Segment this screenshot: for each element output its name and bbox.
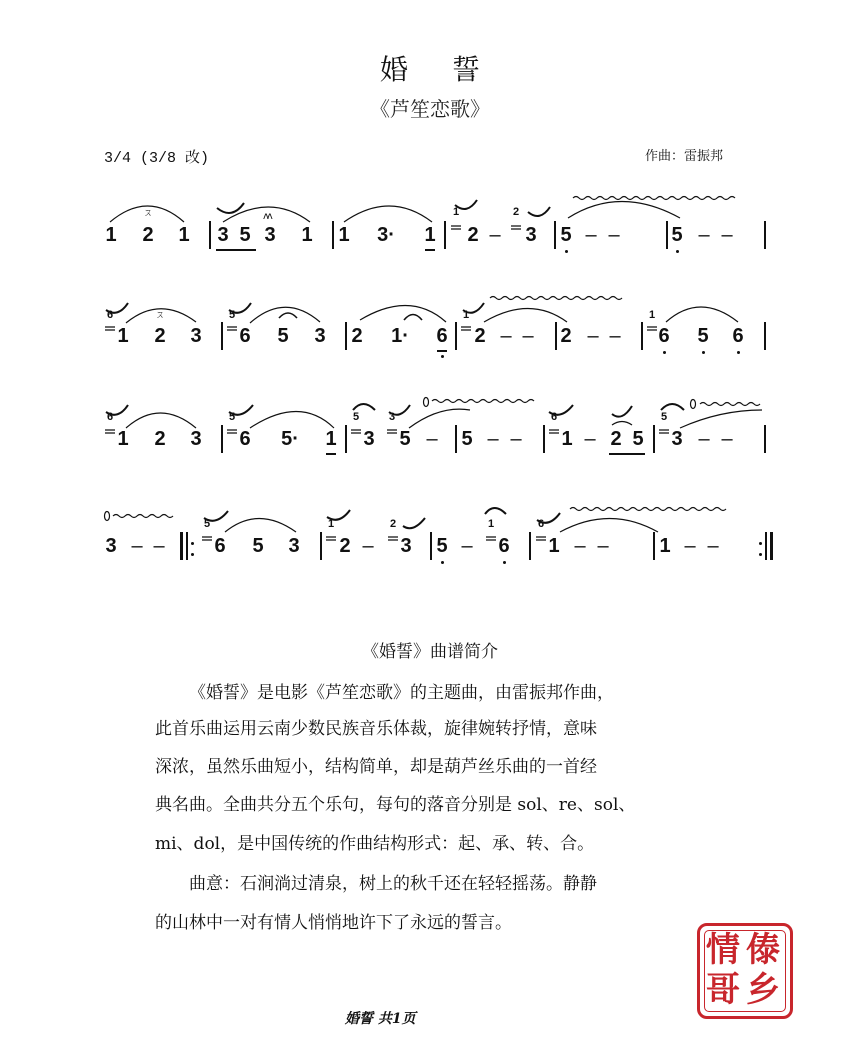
barline bbox=[430, 532, 432, 560]
repeat-dot bbox=[759, 553, 762, 556]
barline bbox=[455, 425, 457, 453]
dash: – bbox=[584, 428, 596, 450]
dash: – bbox=[721, 428, 733, 450]
note: 3· bbox=[377, 224, 395, 246]
note: 2 bbox=[474, 325, 486, 347]
dash: – bbox=[707, 535, 719, 557]
note: 1 bbox=[659, 535, 671, 557]
dash: – bbox=[721, 224, 733, 246]
barline bbox=[221, 425, 223, 453]
note: 1 bbox=[548, 535, 560, 557]
repeat-end-barline bbox=[770, 532, 773, 560]
note: 2 bbox=[154, 325, 166, 347]
barline bbox=[455, 322, 457, 350]
low-octave-dot bbox=[503, 561, 506, 564]
dash: – bbox=[461, 535, 473, 557]
ornament-mark: ㄡ bbox=[143, 208, 153, 219]
note: 2 bbox=[351, 325, 363, 347]
low-octave-dot bbox=[441, 561, 444, 564]
barline bbox=[653, 425, 655, 453]
note: 3 bbox=[190, 325, 202, 347]
note: 1 bbox=[178, 224, 190, 246]
note: 3 bbox=[105, 535, 117, 557]
dash: – bbox=[131, 535, 143, 557]
note: 6 bbox=[732, 325, 744, 347]
ornament-mark: ㄡ bbox=[155, 310, 165, 321]
eighth-underline bbox=[216, 249, 256, 251]
barline bbox=[764, 322, 766, 350]
barline bbox=[555, 322, 557, 350]
note: 3 bbox=[400, 535, 412, 557]
grace-note: 6 bbox=[106, 411, 114, 423]
score-line-4 bbox=[0, 505, 860, 585]
intro-title: 《婚誓》曲谱简介 bbox=[362, 642, 498, 662]
note: 1 bbox=[301, 224, 313, 246]
score-line-1 bbox=[0, 195, 860, 275]
note: 6 bbox=[239, 428, 251, 450]
note: 5 bbox=[697, 325, 709, 347]
mordent-mark: ʌʌ bbox=[263, 211, 271, 222]
note: 3 bbox=[264, 224, 276, 246]
intro-line-2: 此首乐曲运用云南少数民族音乐体裁，旋律婉转抒情，意味 bbox=[155, 719, 597, 739]
dash: – bbox=[698, 224, 710, 246]
seal-char: 傣 bbox=[746, 930, 780, 970]
note: 1 bbox=[338, 224, 350, 246]
dash: – bbox=[587, 325, 599, 347]
dash: – bbox=[698, 428, 710, 450]
note: 3 bbox=[217, 224, 229, 246]
note: 1 bbox=[105, 224, 117, 246]
note: 3 bbox=[525, 224, 537, 246]
dash: – bbox=[684, 535, 696, 557]
note: 5 bbox=[632, 428, 644, 450]
page-subtitle: 《芦笙恋歌》 bbox=[370, 97, 490, 121]
intro-line-7: 的山林中一对有情人悄悄地许下了永远的誓言。 bbox=[155, 913, 512, 933]
note: 1 bbox=[561, 428, 573, 450]
note: 2 bbox=[560, 325, 572, 347]
barline bbox=[529, 532, 531, 560]
seal-char: 情 bbox=[706, 930, 740, 970]
intro-line-1: 《婚誓》是电影《芦笙恋歌》的主题曲，由雷振邦作曲， bbox=[189, 683, 614, 703]
dash: – bbox=[489, 224, 501, 246]
grace-note: 1 bbox=[452, 206, 460, 218]
dash: – bbox=[362, 535, 374, 557]
intro-line-5: mi、dol，是中国传统的作曲结构形式：起、承、转、合。 bbox=[155, 834, 595, 854]
note: 5 bbox=[277, 325, 289, 347]
note: 6 bbox=[214, 535, 226, 557]
intro-line-3: 深浓，虽然乐曲短小，结构简单，却是葫芦丝乐曲的一首经 bbox=[155, 757, 597, 777]
grace-note: 3 bbox=[388, 411, 396, 423]
barline bbox=[653, 532, 655, 560]
page-footer: 婚誓 共1页 bbox=[345, 1011, 416, 1027]
dash: – bbox=[500, 325, 512, 347]
seal-char: 哥 bbox=[706, 970, 740, 1010]
note: 6 bbox=[498, 535, 510, 557]
barline bbox=[345, 322, 347, 350]
barline bbox=[345, 425, 347, 453]
note: 2 bbox=[610, 428, 622, 450]
note: 5 bbox=[399, 428, 411, 450]
repeat-end-barline bbox=[765, 532, 767, 560]
eighth-underline bbox=[437, 350, 447, 352]
barline bbox=[320, 532, 322, 560]
note: 3 bbox=[288, 535, 300, 557]
note: 2 bbox=[339, 535, 351, 557]
intro-line-6: 曲意：石涧淌过清泉，树上的秋千还在轻轻摇荡。静静 bbox=[189, 874, 597, 894]
time-signature: 3/4 (3/8 改) bbox=[104, 150, 210, 167]
barline bbox=[641, 322, 643, 350]
note: 5 bbox=[239, 224, 251, 246]
note: 2 bbox=[467, 224, 479, 246]
note: 6 bbox=[436, 325, 448, 347]
barline bbox=[221, 322, 223, 350]
grace-note: 6 bbox=[550, 411, 558, 423]
grace-note: 5 bbox=[228, 411, 236, 423]
note: 2 bbox=[142, 224, 154, 246]
note: 3 bbox=[190, 428, 202, 450]
repeat-start-barline bbox=[186, 532, 188, 560]
page-title: 婚誓 bbox=[379, 53, 524, 86]
note: 3 bbox=[363, 428, 375, 450]
dash: – bbox=[153, 535, 165, 557]
grace-note: 6 bbox=[106, 309, 114, 321]
repeat-dot bbox=[191, 542, 194, 545]
note: 3 bbox=[314, 325, 326, 347]
low-octave-dot bbox=[676, 250, 679, 253]
grace-note: 1 bbox=[648, 309, 656, 321]
repeat-dot bbox=[759, 542, 762, 545]
barline bbox=[209, 221, 211, 249]
dash: – bbox=[597, 535, 609, 557]
seal-stamp bbox=[697, 923, 793, 1019]
barline bbox=[666, 221, 668, 249]
dash: – bbox=[574, 535, 586, 557]
barline bbox=[764, 221, 766, 249]
intro-line-4: 典名曲。全曲共分五个乐句，每句的落音分别是 sol、re、sol、 bbox=[155, 795, 636, 815]
grace-note: 1 bbox=[462, 309, 470, 321]
low-octave-dot bbox=[663, 351, 666, 354]
note: 1 bbox=[424, 224, 436, 246]
low-octave-dot bbox=[702, 351, 705, 354]
composer-credit: 作曲：雷振邦 bbox=[645, 149, 724, 164]
low-octave-dot bbox=[737, 351, 740, 354]
low-octave-dot bbox=[565, 250, 568, 253]
grace-note: 6 bbox=[537, 518, 545, 530]
barline bbox=[764, 425, 766, 453]
dash: – bbox=[609, 325, 621, 347]
barline bbox=[444, 221, 446, 249]
note: 1 bbox=[117, 428, 129, 450]
eighth-underline bbox=[609, 453, 645, 455]
note: 5 bbox=[436, 535, 448, 557]
grace-note: 1 bbox=[487, 518, 495, 530]
eighth-underline bbox=[326, 453, 336, 455]
score-line-3 bbox=[0, 398, 860, 478]
grace-note: 5 bbox=[352, 411, 360, 423]
grace-note: 5 bbox=[228, 309, 236, 321]
note: 6 bbox=[658, 325, 670, 347]
note: 1 bbox=[117, 325, 129, 347]
note: 5 bbox=[671, 224, 683, 246]
grace-note: 5 bbox=[660, 411, 668, 423]
note: 5 bbox=[461, 428, 473, 450]
note: 5 bbox=[560, 224, 572, 246]
dash: – bbox=[487, 428, 499, 450]
note: 6 bbox=[239, 325, 251, 347]
dash: – bbox=[510, 428, 522, 450]
grace-note: 1 bbox=[327, 518, 335, 530]
eighth-underline bbox=[425, 249, 435, 251]
barline bbox=[543, 425, 545, 453]
dash: – bbox=[522, 325, 534, 347]
note: 5 bbox=[252, 535, 264, 557]
note: 3 bbox=[671, 428, 683, 450]
dash: – bbox=[426, 428, 438, 450]
note: 2 bbox=[154, 428, 166, 450]
seal-char: 乡 bbox=[746, 970, 780, 1010]
dash: – bbox=[608, 224, 620, 246]
low-octave-dot bbox=[441, 355, 444, 358]
score-line-2 bbox=[0, 296, 860, 376]
grace-note: 2 bbox=[389, 518, 397, 530]
note: 5· bbox=[281, 428, 299, 450]
barline bbox=[332, 221, 334, 249]
grace-note: 2 bbox=[512, 206, 520, 218]
dash: – bbox=[585, 224, 597, 246]
barline bbox=[554, 221, 556, 249]
repeat-dot bbox=[191, 553, 194, 556]
note: 1· bbox=[391, 325, 409, 347]
repeat-start-barline bbox=[180, 532, 183, 560]
note: 1 bbox=[325, 428, 337, 450]
grace-note: 5 bbox=[203, 518, 211, 530]
